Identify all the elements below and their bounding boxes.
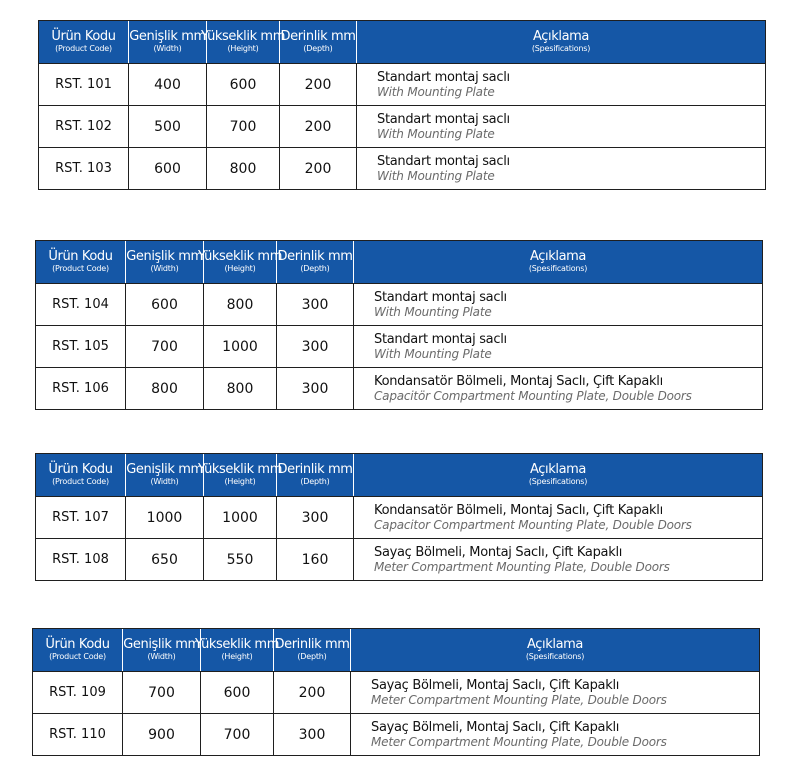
product-code: RST. 106 [36, 368, 126, 409]
header-code: Ürün Kodu (Product Code) [36, 454, 126, 496]
width-value: 600 [126, 284, 204, 325]
description-tr: Sayaç Bölmeli, Montaj Saclı, Çift Kapaklı [374, 545, 623, 560]
description-en: With Mounting Plate [374, 347, 492, 361]
height-value: 550 [204, 539, 277, 580]
height-value: 1000 [204, 326, 277, 367]
description-en: Capacitor Compartment Mounting Plate, Double Doors [374, 518, 692, 532]
description-tr: Sayaç Bölmeli, Montaj Saclı, Çift Kapaklı [371, 678, 620, 693]
height-value: 700 [201, 714, 274, 755]
description [357, 106, 765, 147]
header-depth: Derinlik mm (Depth) [277, 454, 354, 496]
description-en: Meter Compartment Mounting Plate, Double Doors [371, 735, 667, 749]
header-code: Ürün Kodu (Product Code) [39, 21, 129, 63]
depth-value: 300 [277, 284, 354, 325]
width-value: 900 [123, 714, 201, 755]
product-code: RST. 105 [36, 326, 126, 367]
width-value: 800 [126, 368, 204, 409]
header-height: Yükseklik mm (Height) [204, 454, 277, 496]
depth-value: 160 [277, 539, 354, 580]
table-header [36, 241, 762, 283]
height-value: 800 [204, 284, 277, 325]
description-en: With Mounting Plate [377, 169, 495, 183]
table-header [39, 21, 765, 63]
width-value: 1000 [126, 497, 204, 538]
header-width: Genişlik mm (Width) [126, 454, 204, 496]
header-height: Yükseklik mm (Height) [204, 241, 277, 283]
table-row [36, 538, 762, 580]
depth-value: 200 [280, 64, 357, 105]
description-tr: Standart montaj saclı [374, 290, 507, 305]
product-code: RST. 109 [33, 672, 123, 713]
product-table-1 [38, 20, 766, 190]
depth-value: 300 [277, 326, 354, 367]
product-code: RST. 108 [36, 539, 126, 580]
description-tr: Standart montaj saclı [377, 112, 510, 127]
product-code: RST. 103 [39, 148, 129, 189]
depth-value: 200 [280, 106, 357, 147]
table-row [36, 367, 762, 409]
description-en: Meter Compartment Mounting Plate, Double Doors [374, 560, 670, 574]
header-height: Yükseklik mm (Height) [201, 629, 274, 671]
description-en: Meter Compartment Mounting Plate, Double Doors [371, 693, 667, 707]
header-description: Açıklama (Spesifications) [525, 636, 585, 662]
table-header [33, 629, 759, 671]
width-value: 500 [129, 106, 207, 147]
height-value: 1000 [204, 497, 277, 538]
product-code: RST. 104 [36, 284, 126, 325]
width-value: 600 [129, 148, 207, 189]
description-tr: Sayaç Bölmeli, Montaj Saclı, Çift Kapaklı [371, 720, 620, 735]
width-value: 700 [123, 672, 201, 713]
description-tr: Standart montaj saclı [374, 332, 507, 347]
header-description: Açıklama (Spesifications) [531, 28, 591, 54]
description [354, 284, 762, 325]
header-width: Genişlik mm (Width) [123, 629, 201, 671]
header-description: Açıklama (Spesifications) [528, 248, 588, 274]
description [354, 326, 762, 367]
product-table-2 [35, 240, 763, 410]
product-code: RST. 110 [33, 714, 123, 755]
depth-value: 200 [280, 148, 357, 189]
depth-value: 300 [274, 714, 351, 755]
height-value: 700 [207, 106, 280, 147]
table-header [36, 454, 762, 496]
width-value: 650 [126, 539, 204, 580]
depth-value: 300 [277, 497, 354, 538]
table-row [36, 496, 762, 538]
depth-value: 300 [277, 368, 354, 409]
height-value: 800 [207, 148, 280, 189]
height-value: 600 [201, 672, 274, 713]
header-depth: Derinlik mm (Depth) [274, 629, 351, 671]
product-table-4 [32, 628, 760, 756]
table-row [39, 63, 765, 105]
product-code: RST. 101 [39, 64, 129, 105]
description [357, 64, 765, 105]
height-value: 600 [207, 64, 280, 105]
description [357, 148, 765, 189]
header-depth: Derinlik mm (Depth) [277, 241, 354, 283]
height-value: 800 [204, 368, 277, 409]
header-description: Açıklama (Spesifications) [528, 461, 588, 487]
product-table-3 [35, 453, 763, 581]
header-code: Ürün Kodu (Product Code) [33, 629, 123, 671]
description-en: With Mounting Plate [374, 305, 492, 319]
description [351, 714, 759, 755]
description-tr: Kondansatör Bölmeli, Montaj Saclı, Çift Kapaklı [374, 374, 663, 389]
table-row [39, 105, 765, 147]
header-code: Ürün Kodu (Product Code) [36, 241, 126, 283]
table-row [39, 147, 765, 189]
header-width: Genişlik mm (Width) [129, 21, 207, 63]
header-depth: Derinlik mm (Depth) [280, 21, 357, 63]
table-row [36, 283, 762, 325]
description [354, 497, 762, 538]
description-tr: Kondansatör Bölmeli, Montaj Saclı, Çift Kapaklı [374, 503, 663, 518]
width-value: 700 [126, 326, 204, 367]
description-tr: Standart montaj saclı [377, 70, 510, 85]
table-row [33, 671, 759, 713]
description [351, 672, 759, 713]
depth-value: 200 [274, 672, 351, 713]
product-code: RST. 107 [36, 497, 126, 538]
description-tr: Standart montaj saclı [377, 154, 510, 169]
description-en: With Mounting Plate [377, 85, 495, 99]
description [354, 539, 762, 580]
table-row [33, 713, 759, 755]
description-en: Capacitör Compartment Mounting Plate, Double Doors [374, 389, 692, 403]
description [354, 368, 762, 409]
header-height: Yükseklik mm (Height) [207, 21, 280, 63]
header-width: Genişlik mm (Width) [126, 241, 204, 283]
product-code: RST. 102 [39, 106, 129, 147]
width-value: 400 [129, 64, 207, 105]
table-row [36, 325, 762, 367]
description-en: With Mounting Plate [377, 127, 495, 141]
